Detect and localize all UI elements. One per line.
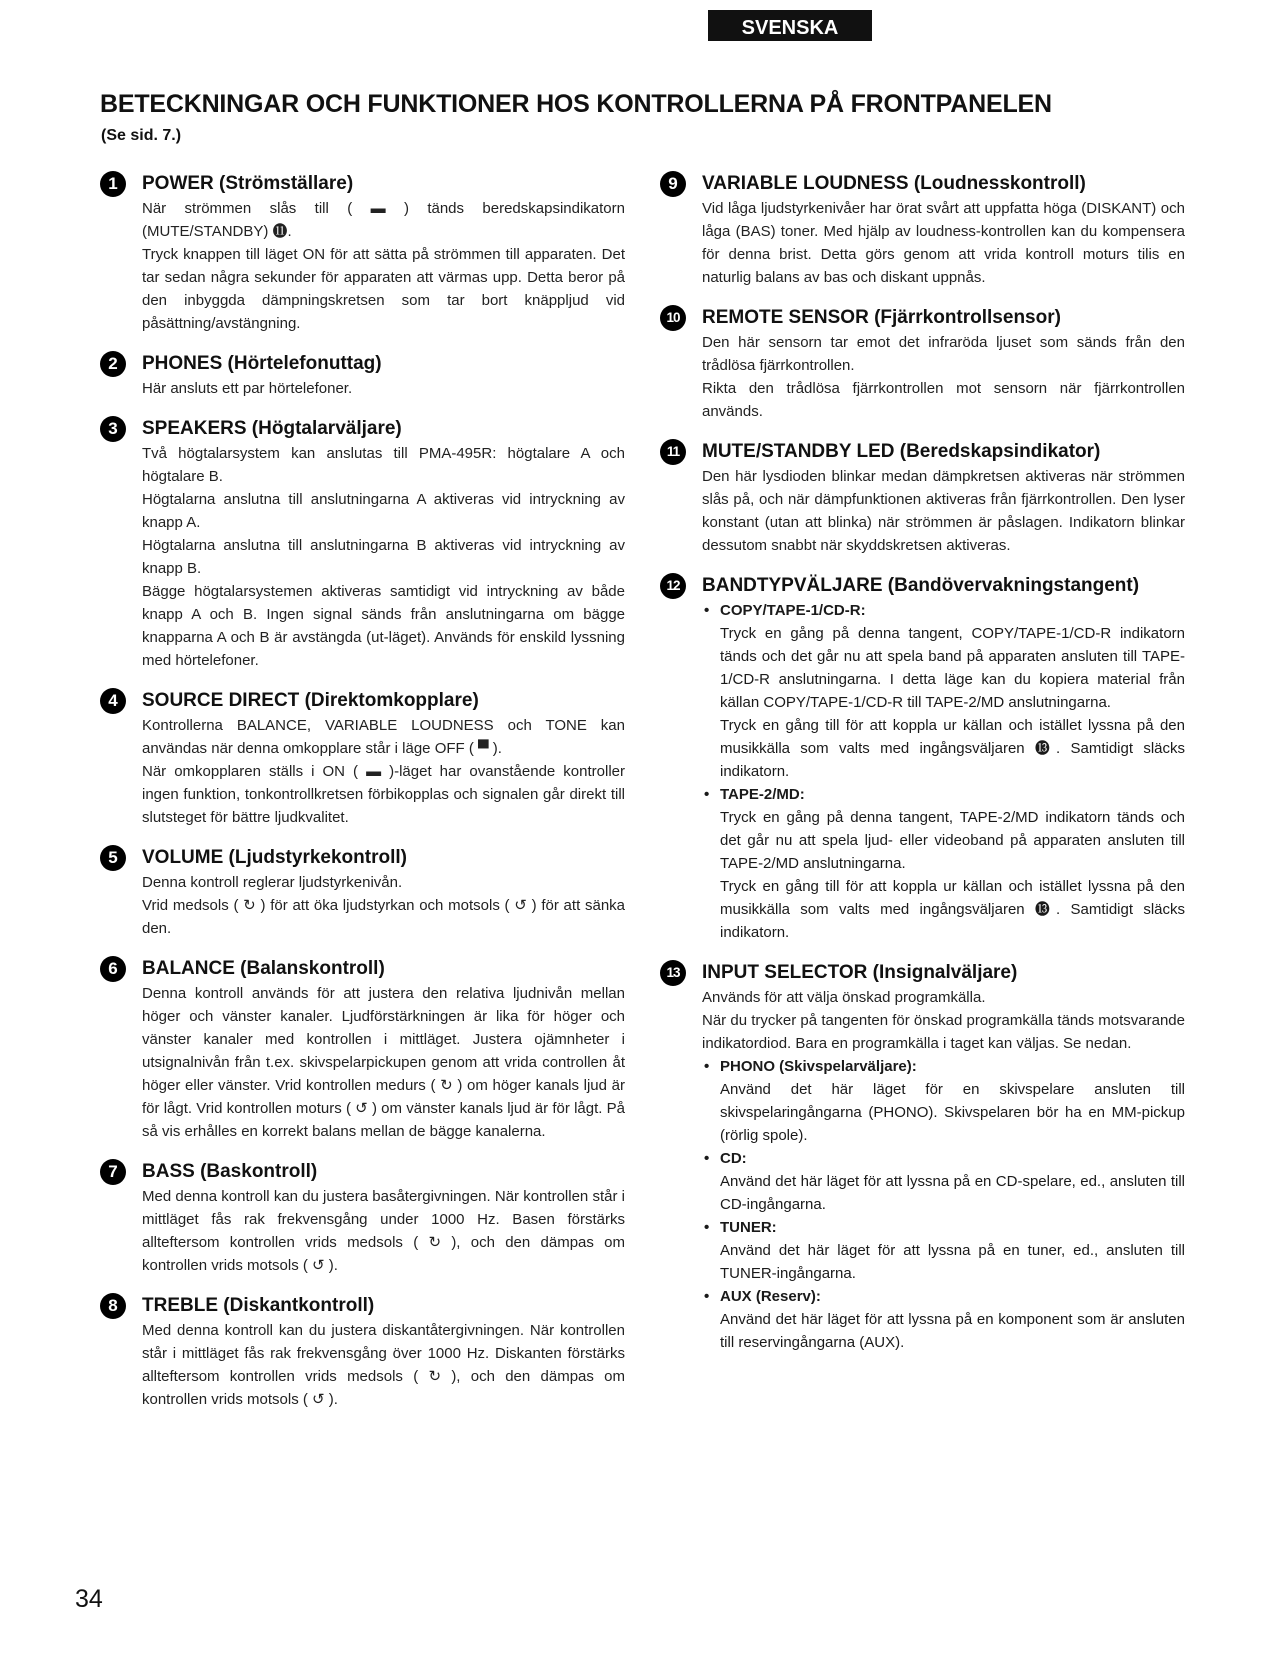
section-number: 1 [100, 171, 126, 197]
right-column [660, 173, 1185, 1354]
paragraph: När du trycker på tangenten för önskad programkälla tänds motsvarande indikatordiod. Bara en programkälla i taget kan väljas. Se nedan. [702, 1012, 1185, 1052]
section-phones [100, 351, 625, 400]
section-power [100, 171, 625, 335]
paragraph: Tryck knappen till läget ON för att sätta på strömmen till apparaten. Det tar sedan några sekunder för apparaten att värmas upp. Detta beror på den inbyggda dämpningskretsen som tar bort knäppljud vid påsättning/avstängning. [142, 246, 625, 332]
section-number: 2 [100, 351, 126, 377]
paragraph: Med denna kontroll kan du justera diskantåtergivningen. När kontrollen står i mittläget fås rak frekvensgång över 1000 Hz. Diskanten förstärks allteftersom kontrollen vrids medsols ( ↻ ), och den dämpas om kontrollen vrids motsols ( ↺ ). [142, 1322, 625, 1408]
section-bass [100, 1159, 625, 1277]
paragraph: Den här sensorn tar emot det infraröda ljuset som sänds från den trådlösa fjärrkontrollen. [702, 334, 1185, 374]
paragraph: Använd det här läget för att lyssna på en tuner, ed., ansluten till TUNER-ingångarna. [720, 1242, 1185, 1282]
bullet-item [702, 1147, 1185, 1216]
section-bandtypvaljare [660, 573, 1185, 944]
paragraph: Kontrollerna BALANCE, VARIABLE LOUDNESS och TONE kan användas när denna omkopplare står i läge OFF ( ▀ ). [142, 717, 625, 757]
section-title: SPEAKERS (Högtalarväljare) [142, 418, 402, 439]
paragraph: Vid låga ljudstyrkenivåer har örat svårt att uppfatta höga (DISKANT) och låga (BAS) toner. Med hjälp av loudness-kontrollen kan du kompensera för denna brist. Detta görs genom att vrida kontroll moturs tilis en naturlig balans av bas och diskant uppnås. [702, 200, 1185, 286]
paragraph: Två högtalarsystem kan anslutas till PMA-495R: högtalare A och högtalare B. [142, 445, 625, 485]
paragraph: När omkopplaren ställs i ON ( ▬ )-läget har ovanstående kontroller ingen funktion, tonkontrollkretsen förbikopplas och signalen går direkt till slutsteget för bättre ljudkvalitet. [142, 763, 625, 826]
paragraph: Den här lysdioden blinkar medan dämpkretsen aktiveras när strömmen slås på, och när dämpfunktionen aktiveras från fjärrkontrollen. Den lyser konstant (utan att blinka) när strömmen är påslagen. Indikatorn blinkar dessutom snabbt när skyddskretsen aktiveras. [702, 468, 1185, 554]
paragraph: Bägge högtalarsystemen aktiveras samtidigt vid intryckning av både knapp A och B. Ingen signal sänds från anslutningarna om bägge knapparna A och B är avstängda (ut-läget). Används för enskild lyssning med hörtelefoner. [142, 583, 625, 669]
bullet-item [702, 599, 1185, 783]
section-title: BALANCE (Balanskontroll) [142, 958, 385, 979]
paragraph: Denna kontroll reglerar ljudstyrkenivån. [142, 874, 403, 891]
bullet-label: • PHONO (Skivspelarväljare): [702, 1055, 1185, 1078]
section-remote-sensor [660, 305, 1185, 423]
bullet-label: • CD: [702, 1147, 1185, 1170]
bullet-item [702, 1055, 1185, 1147]
section-treble [100, 1293, 625, 1411]
paragraph: Högtalarna anslutna till anslutningarna B aktiveras vid intryckning av knapp B. [142, 537, 625, 577]
section-title: REMOTE SENSOR (Fjärrkontrollsensor) [702, 307, 1061, 328]
section-title: BANDTYPVÄLJARE (Bandövervakningstangent) [702, 575, 1140, 596]
paragraph: Högtalarna anslutna till anslutningarna A aktiveras vid intryckning av knapp A. [142, 491, 625, 531]
section-volume [100, 845, 625, 940]
paragraph: Rikta den trådlösa fjärrkontrollen mot sensorn när fjärrkontrollen används. [702, 380, 1185, 420]
section-number: 4 [100, 688, 126, 714]
section-title: VOLUME (Ljudstyrkekontroll) [142, 847, 407, 868]
section-title: VARIABLE LOUDNESS (Loudnesskontroll) [702, 173, 1086, 194]
section-input-selector [660, 960, 1185, 1354]
bullet-label: • COPY/TAPE-1/CD-R: [702, 599, 1185, 622]
paragraph: Tryck en gång på denna tangent, COPY/TAPE-1/CD-R indikatorn tänds och det går nu att spela band på apparaten ansluten till TAPE-1/CD-R anslutningarna. I detta läge kan du kopiera material från källan COPY/TAPE-1/CD-R till TAPE-2/MD anslutningarna. [720, 625, 1185, 711]
section-number: 13 [660, 960, 686, 986]
paragraph: Vrid medsols ( ↻ ) för att öka ljudstyrkan och motsols ( ↺ ) för att sänka den. [142, 897, 625, 937]
paragraph: Tryck en gång till för att koppla ur källan och istället lyssna på den musikkälla som valts med ingångsväljaren ⓭. Samtidigt släcks indikatorn. [720, 878, 1185, 941]
section-title: POWER (Strömställare) [142, 173, 354, 194]
section-number: 11 [660, 439, 686, 465]
section-title: INPUT SELECTOR (Insignalväljare) [702, 962, 1018, 983]
section-number: 6 [100, 956, 126, 982]
paragraph: När strömmen slås till ( ▬ ) tänds beredskapsindikatorn (MUTE/STANDBY) ⓫. [142, 200, 625, 240]
section-mute-standby [660, 439, 1185, 557]
section-number: 8 [100, 1293, 126, 1319]
bullet-item [702, 1216, 1185, 1285]
section-title: BASS (Baskontroll) [142, 1161, 318, 1182]
paragraph: Denna kontroll används för att justera den relativa ljudnivån mellan höger och vänster kanaler. Ljudförstärkningen är lika för höger och vänster kanaler med kontrollen i mittläget. Justera ojämnheter i utsignalnivån från t.ex. skivspelarpickupen genom att vrida controllen åt höger eller vänster. Vrid kontrollen medurs ( ↻ ) om höger kanals ljud är för lågt. Vrid kontrollen moturs ( ↺ ) om vänster kanals ljud är för lågt. På så vis erhålles en korrekt balans mellan de bägge kanalerna. [142, 985, 625, 1140]
paragraph: Tryck en gång till för att koppla ur källan och istället lyssna på den musikkälla som valts med ingångsväljaren ⓭. Samtidigt släcks indikatorn. [720, 717, 1185, 780]
paragraph: Med denna kontroll kan du justera basåtergivningen. När kontrollen står i mittläget fås rak frekvensgång under 1000 Hz. Basen förstärks allteftersom kontrollen vrids medsols ( ↻ ), och den dämpas om kontrollen vrids motsols ( ↺ ). [142, 1188, 625, 1274]
bullet-label: • TUNER: [702, 1216, 1185, 1239]
section-title: PHONES (Hörtelefonuttag) [142, 353, 382, 374]
paragraph: Använd det här läget för en skivspelare ansluten till skivspelaringångarna (PHONO). Skivspelaren bör ha en MM-pickup (rörlig spole). [720, 1081, 1185, 1144]
paragraph: Använd det här läget för att lyssna på en komponent som är ansluten till reservingångarna (AUX). [720, 1311, 1185, 1351]
section-title: TREBLE (Diskantkontroll) [142, 1295, 375, 1316]
section-title: SOURCE DIRECT (Direktomkopplare) [142, 690, 479, 711]
left-column [100, 173, 625, 1411]
section-number: 9 [660, 171, 686, 197]
section-title: MUTE/STANDBY LED (Beredskapsindikator) [702, 441, 1101, 462]
paragraph: Använd det här läget för att lyssna på en CD-spelare, ed., ansluten till CD-ingångarna. [720, 1173, 1185, 1213]
bullet-label: • AUX (Reserv): [702, 1285, 1185, 1308]
section-balance [100, 956, 625, 1143]
bullet-label: • TAPE-2/MD: [702, 783, 1185, 806]
section-variable-loudness [660, 171, 1185, 289]
section-number: 7 [100, 1159, 126, 1185]
page-title: BETECKNINGAR OCH FUNKTIONER HOS KONTROLLERNA PÅ FRONTPANELEN [100, 90, 1052, 118]
paragraph: Tryck en gång på denna tangent, TAPE-2/MD indikatorn tänds och det går nu att spela ljud- eller videoband på apparaten ansluten till TAPE-2/MD anslutningarna. [720, 809, 1185, 872]
bullet-item [702, 1285, 1185, 1354]
section-number: 3 [100, 416, 126, 442]
page-number: 34 [75, 1585, 103, 1613]
section-number: 12 [660, 573, 686, 599]
language-tab: SVENSKA [708, 10, 872, 41]
section-number: 5 [100, 845, 126, 871]
section-number: 10 [660, 305, 686, 331]
paragraph: Här ansluts ett par hörtelefoner. [142, 380, 353, 397]
section-speakers [100, 416, 625, 672]
bullet-item [702, 783, 1185, 944]
section-source-direct [100, 688, 625, 829]
page-reference: (Se sid. 7.) [101, 127, 182, 144]
paragraph: Används för att välja önskad programkälla. [702, 989, 986, 1006]
